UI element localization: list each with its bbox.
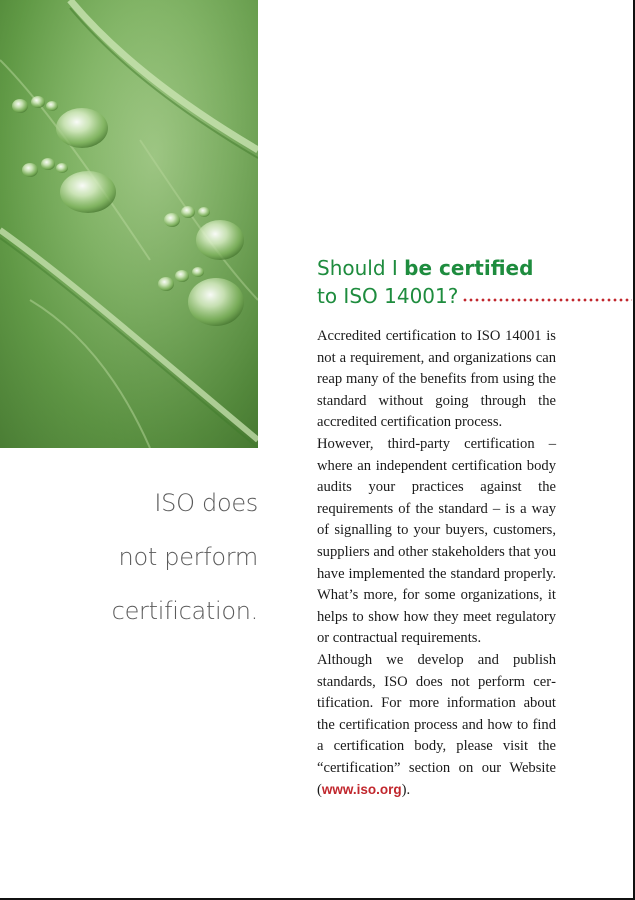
body-text bbox=[317, 326, 556, 802]
pull-quote-line-1: ISO does bbox=[154, 489, 258, 517]
dotted-leader bbox=[462, 297, 632, 303]
heading-line-2 bbox=[317, 282, 635, 310]
heading-line-1 bbox=[317, 254, 635, 282]
pull-quote-line-3: certification. bbox=[111, 597, 258, 625]
paragraph-1: Accredited certification to ISO 14001 is not a requirement, and organizations can reap many of the benefits from using the standard without going through the accredited certification process. bbox=[317, 328, 556, 431]
leaf-footprints-image bbox=[0, 0, 258, 448]
paragraph-3-end: ). bbox=[401, 782, 411, 799]
paragraph-2: However, third-party certification – where an independent certification body audits your practices against the requirements of the standard – is a way of signalling to your buyers, customers, suppliers and other stakeholders that you have implemented the standard properly. What’s more, for some organizations, it helps to show how they meet regulatory or contractual requirements. bbox=[317, 435, 556, 647]
pull-quote-line-2: not perform bbox=[118, 543, 258, 571]
pull-quote bbox=[60, 476, 258, 638]
section-heading bbox=[317, 254, 635, 310]
heading-normal-text: Should I bbox=[317, 256, 405, 280]
paragraph-3-text: Although we develop and publish standards, ISO does not perform certification. For more information about the certification process and how to find a certification body, please visit the “certification” section on our Website ( bbox=[317, 651, 556, 799]
heading-question-text: to ISO 14001? bbox=[317, 284, 459, 308]
paragraph-3 bbox=[317, 650, 556, 802]
heading-bold-text: be certified bbox=[404, 256, 534, 280]
iso-website-link[interactable]: www.iso.org bbox=[321, 782, 402, 798]
